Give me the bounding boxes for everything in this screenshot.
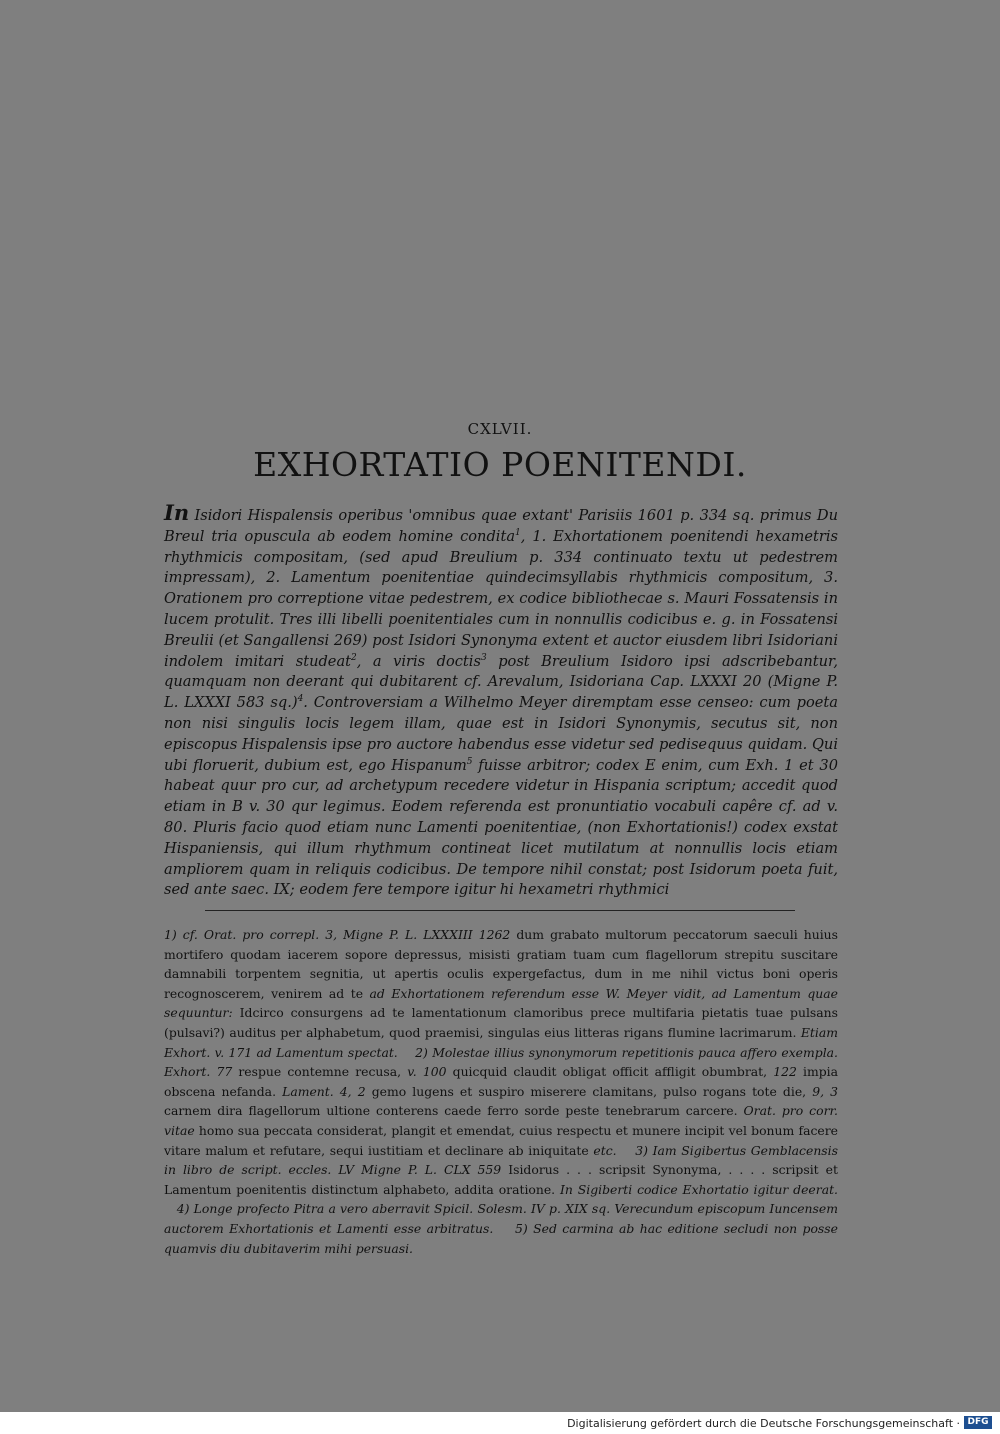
footnote-2-text-d: gemo lugens et suspiro miserere clamitans, pulso rogans tote die, bbox=[365, 1083, 813, 1099]
footnote-2-ref-b: v. 100 bbox=[407, 1064, 447, 1080]
footnote-1-quote-2: Idcirco consurgens ad te lamentationum clamoribus prece multifaria pietatis tuae pulsans (pulsavi?) auditus per alphabetum, quod praemisi, singulas eius litteras rigans flumine lacrimarum. bbox=[164, 1005, 838, 1040]
footnote-1-end: Etiam Exhort. v. 171 ad Lamentum spectat. bbox=[164, 1024, 838, 1060]
footnote-2-ref: 2) Molestae illius synonymorum repetitionis pauca affero exempla. Exhort. 77 bbox=[164, 1044, 838, 1080]
intro-part-6: fuisse arbitror; codex E enim, cum Exh. 1 et 30 habeat quur pro cur, ad archetypum recedere videtur in Hispania scriptum; accedit quod etiam in B v. 30 qur legimus. Eodem referenda est pronuntiatio vocabuli capêre cf. ad v. 80. Pluris facio quod etiam nunc Lamenti poenitentiae, (non Exhortationis!) codex exstat Hispaniensis, qui illum rhythmum contineat licet mutilatum at nonnullis locis etiam ampliorem quam in reliquis codicibus. De tempore nihil constat; post Isidorum poeta fuit, sed ante saec. IX; eodem fere tempore igitur hi hexametri rhythmici bbox=[164, 756, 838, 899]
footnote-1-quote: dum grabato multorum peccatorum saeculi huius mortifero quodam iacerem sopore depressus, misisti gratiam tuam cum flagellorum strepitu suscitare damnabili torpentem segnitia, ut apertis oculis expergefactus, dum in me nihil victus boni operis recognoscerem, venirem ad te bbox=[164, 927, 839, 1001]
footnote-2-end: etc. bbox=[593, 1142, 617, 1158]
intro-part-1: Isidori Hispalensis operibus 'omnibus quae extant' Parisiis 1601 p. 334 sq. primus Du Breul tria opuscula ab eodem homine condita bbox=[164, 507, 839, 545]
footnote-4: 4) Longe profecto Pitra a vero aberravit Spicil. Solesm. IV p. XIX sq. Verecundum episcopum Iuncensem auctorem Exhortationis et Lamenti esse arbitratus. bbox=[164, 1201, 838, 1236]
footnote-ref-1: 1 bbox=[515, 527, 521, 538]
footnote-1-ref: 1) cf. Orat. pro correpl. 3, Migne P. L. LXXXIII 1262 bbox=[164, 927, 511, 942]
footnote-2-text-e: carnem dira flagellorum ultione conterens caede ferro sorde peste tenebrarum carcere. bbox=[164, 1103, 744, 1119]
footnote-ref-2: 2 bbox=[351, 652, 357, 663]
footnote-ref-4: 4 bbox=[297, 694, 304, 705]
footnote-divider bbox=[205, 910, 795, 911]
footnote-2-text-c: impia obscena nefanda. bbox=[164, 1064, 838, 1099]
intro-part-4: post Breulium Isidoro ipsi adscribebantur, quamquam non deerant qui dubitarent cf. Arevalum, Isidoriana Cap. LXXXI 20 (Migne P. L. LXXXI 583 sq.) bbox=[164, 652, 838, 712]
footnote-5: 5) Sed carmina ab hac editione secludi non posse quamvis diu dubitaverim mihi persuasi. bbox=[164, 1220, 838, 1256]
introduction-text bbox=[164, 500, 839, 901]
footnote-ref-3: 3 bbox=[480, 652, 487, 663]
footnote-2-ref-f: Orat. pro corr. vitae bbox=[164, 1103, 838, 1138]
footnote-ref-5: 5 bbox=[466, 756, 473, 767]
footnote-3-quote: Isidorus . . . scripsit Synonyma, . . . . scripsit et Lamentum poenitentis distinctum alphabeto, addita oratione. bbox=[164, 1162, 838, 1197]
intro-part-2: , 1. Exhortationem poenitendi hexametris rhythmicis compositam, (sed apud Breulium p. 334 continuato textu ut pedestrem impressam), 2. Lamentum poenitentiae quindecimsyllabis rhythmicis compositum, 3. Orationem pro correptione vitae pedestrem, ex codice bibliothecae s. Mauri Fossatensis in lucem protulit. Tres illi libelli poenitentiales cum in nonnullis codicibus e. g. in Fossatensi Breulii (et Sangallensi 269) post Isidori Synonyma extent et auctor eiusdem libri Isidoriani indolem imitari studeat bbox=[164, 527, 838, 670]
chapter-numeral: CXLVII. bbox=[467, 420, 533, 438]
page-title: EXHORTATIO POENITENDI. bbox=[253, 445, 747, 484]
footnote-2-ref-c: 122 bbox=[773, 1064, 797, 1080]
footnote-3-ref: 3) Iam Sigibertus Gemblacensis in libro de script. eccles. LV Migne P. L. CLX 559 bbox=[164, 1142, 838, 1178]
intro-part-5: . Controversiam a Wilhelmo Meyer diremptam esse censeo: cum poeta non nisi singulis locis legem illam, quae est in Isidori Synonymis, secutus sit, non episcopus Hispalensis ipse pro auctore habendus esse videtur sed pedisequus quidam. Qui ubi floruerit, dubium est, ego Hispanum bbox=[164, 694, 839, 774]
footnote-2-text-f: homo sua peccata considerat, plangit et emendat, cuius respectu et munere incipit vel bonum facere vitare malum et refutare, sequi iustitiam et declinare ab iniquitate bbox=[164, 1122, 838, 1158]
footnote-1-comment: ad Exhortationem referendum esse W. Meyer vidit, ad Lamentum quae sequuntur: bbox=[164, 985, 838, 1021]
footnote-3-end: In Sigiberti codice Exhortatio igitur deerat. bbox=[560, 1181, 838, 1197]
footnote-2-text-a: respue contemne recusa, bbox=[232, 1064, 408, 1080]
funding-credit: Digitalisierung gefördert durch die Deutsche Forschungsgemeinschaft · bbox=[567, 1417, 960, 1430]
dfg-logo: DFG bbox=[964, 1416, 992, 1429]
initial-letter: In bbox=[164, 500, 190, 525]
footnote-2-ref-e: 9, 3 bbox=[812, 1083, 838, 1099]
intro-part-3: , a viris doctis bbox=[356, 652, 481, 670]
footnote-2-text-b: quicquid claudit obligat officit affligit obumbrat, bbox=[446, 1064, 774, 1080]
footnotes bbox=[164, 925, 838, 1258]
footnote-2-ref-d: Lament. 4, 2 bbox=[282, 1083, 366, 1099]
